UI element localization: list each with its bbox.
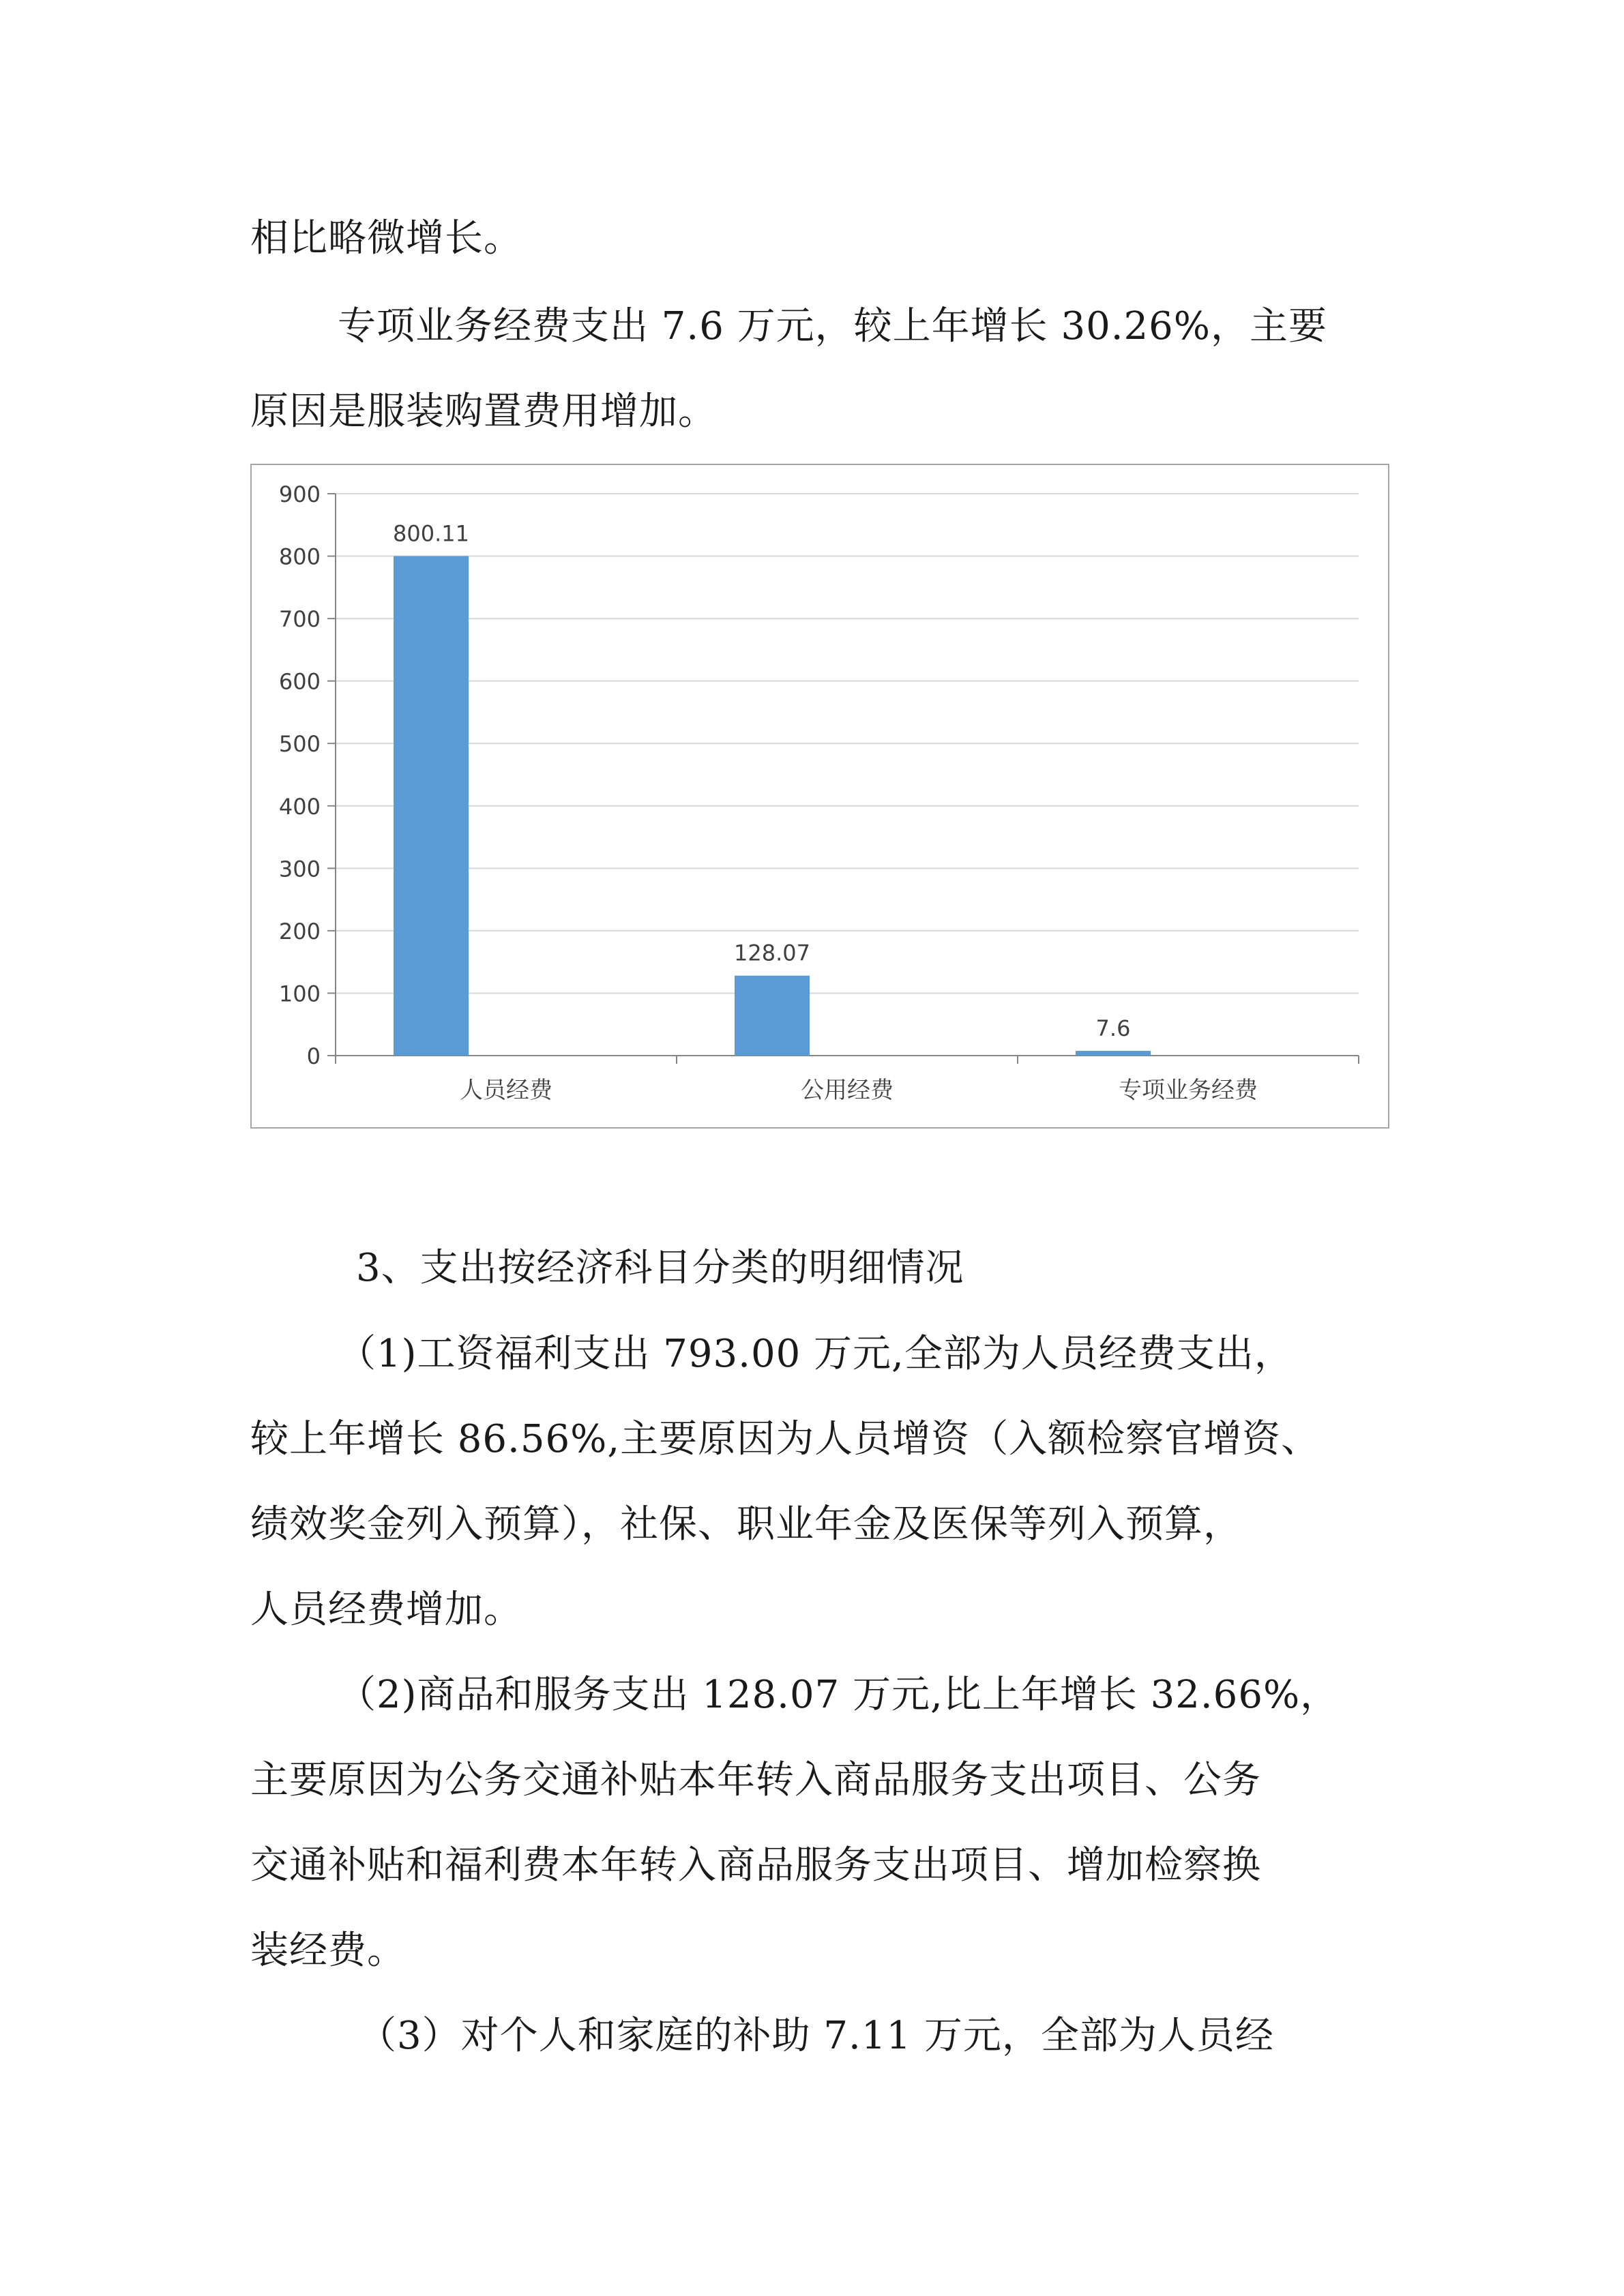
bar-1 [394,556,469,1056]
para-4-line-3: 绩效奖金列入预算），社保、职业年金及医保等列入预算， [250,1502,1242,1547]
para-2-line-2: 原因是服装购置费用增加。 [250,389,717,434]
bar-2 [735,976,810,1056]
data-label-1: 800.11 [393,520,469,547]
x-category-label-1: 人员经费 [460,1077,552,1104]
para-4-line-2: 较上年增长 86.56%,主要原因为人员增资（入额检察官增资、 [250,1417,1320,1461]
x-category-label-2: 公用经费 [801,1077,894,1104]
bar-chart-svg [252,465,1388,1127]
para-5-line-1: （2)商品和服务支出 128.07 万元,比上年增长 32.66%， [338,1673,1340,1717]
y-tick-label: 900 [278,481,321,507]
para-1: 相比略微增长。 [250,216,522,260]
x-category-label-3: 专项业务经费 [1119,1077,1258,1104]
section-heading-3: 3、支出按经济科目分类的明细情况 [356,1246,964,1290]
y-tick-label: 700 [278,606,321,633]
y-tick-label: 400 [278,793,321,820]
para-2-line-1: 专项业务经费支出 7.6 万元，较上年增长 30.26%，主要 [338,304,1327,348]
y-tick-label: 500 [278,731,321,758]
para-5-line-3: 交通补贴和福利费本年转入商品服务支出项目、增加检察换 [250,1843,1261,1888]
y-tick-label: 300 [278,856,321,882]
data-label-3: 7.6 [1095,1015,1131,1042]
para-5-line-4: 装经费。 [250,1928,406,1973]
bar-chart [250,464,1389,1129]
data-label-2: 128.07 [734,940,810,966]
y-tick-label: 100 [278,981,321,1007]
para-5-line-2: 主要原因为公务交通补贴本年转入商品服务支出项目、公务 [250,1758,1261,1802]
para-4-line-4: 人员经费增加。 [250,1587,522,1632]
y-tick-label: 0 [306,1043,321,1069]
para-4-line-1: （1)工资福利支出 793.00 万元,全部为人员经费支出， [338,1332,1293,1376]
para-6-line-1: （3）对个人和家庭的补助 7.11 万元，全部为人员经 [358,2014,1274,2058]
y-tick-label: 200 [278,918,321,944]
y-tick-label: 600 [278,668,321,695]
bar-3 [1076,1051,1151,1056]
y-tick-label: 800 [278,543,321,570]
